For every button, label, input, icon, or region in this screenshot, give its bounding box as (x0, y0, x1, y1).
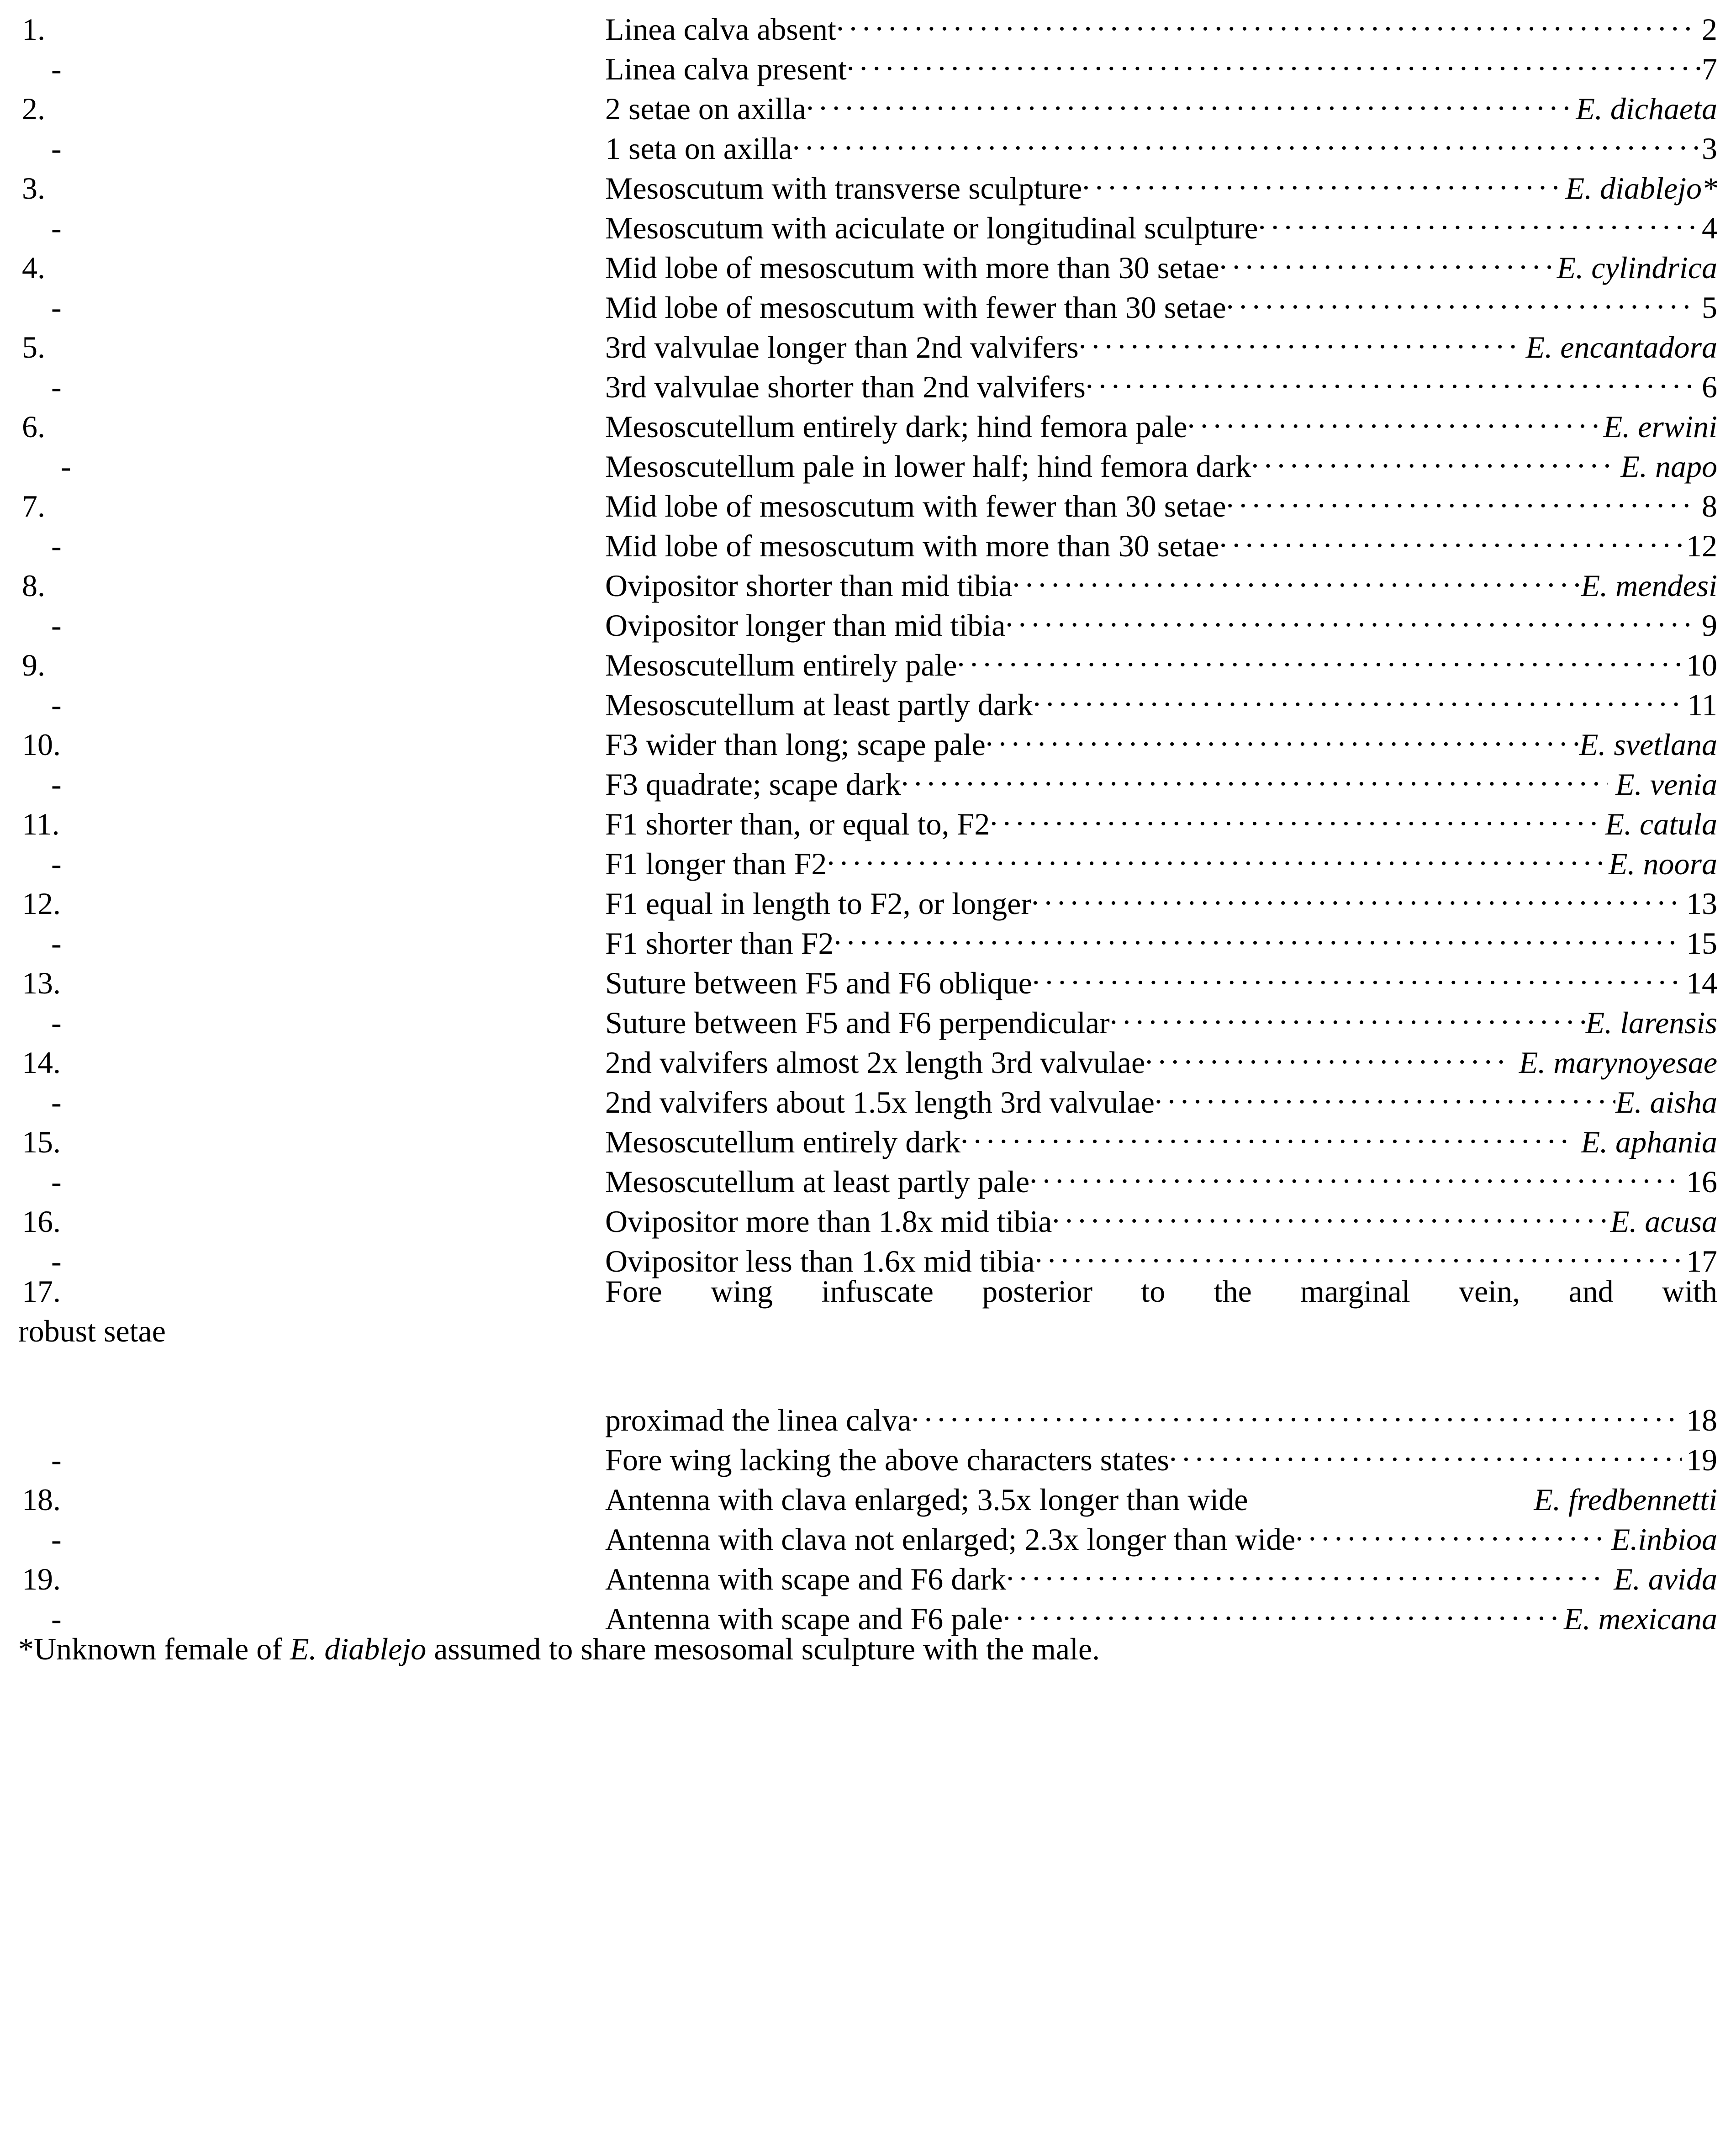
dot-leader (1082, 159, 1558, 199)
key-couplet-line (0, 715, 1736, 762)
dot-leader (957, 636, 1682, 676)
key-couplet-line (0, 358, 1736, 404)
key-couplet-line (0, 199, 1736, 245)
couplet-statement: F1 shorter than F2 (605, 926, 834, 961)
dot-leader (1248, 1470, 1534, 1510)
couplet-statement: F3 quadrate; scape dark (605, 767, 901, 802)
key-couplet-line (0, 79, 1736, 126)
couplet-body (605, 1272, 1736, 1311)
dot-leader (1187, 397, 1604, 437)
dot-leader (901, 755, 1609, 795)
couplet-statement: Mesoscutellum pale in lower half; hind femora dark (605, 449, 1251, 484)
couplet-statement: 1 seta on axilla (605, 131, 792, 166)
couplet-dash: - (51, 52, 62, 86)
couplet-statement-continuation: robust setae (18, 1314, 166, 1348)
couplet-statement: Antenna with clava not enlarged; 2.3x longer than wide (605, 1522, 1296, 1557)
couplet-statement: Ovipositor longer than mid tibia (605, 608, 1006, 643)
couplet-statement: Mesoscutum with aciculate or longitudinal sculpture (605, 211, 1258, 245)
key-couplet-line (0, 1470, 1736, 1517)
couplet-statement: 2nd valvifers about 1.5x length 3rd valvulae (605, 1085, 1155, 1120)
couplet-species-result: E. catula (1605, 807, 1717, 841)
couplet-next-step: 6 (1702, 370, 1717, 404)
dot-leader (792, 119, 1702, 159)
couplet-number: 6. (22, 409, 45, 444)
key-couplet-line (0, 636, 1736, 682)
couplet-statement: 3rd valvulae longer than 2nd valvifers (605, 330, 1079, 364)
couplet-statement: 2 setae on axilla (605, 91, 806, 126)
key-couplet-line (0, 318, 1736, 364)
dot-leader (836, 0, 1697, 40)
footnote (0, 1629, 1736, 1669)
couplet-number: 9. (22, 648, 45, 682)
couplet-number: 4. (22, 250, 45, 285)
couplet-species-result: E. erwini (1603, 409, 1717, 444)
key-couplet-line (0, 119, 1736, 166)
couplet-statement: Linea calva present (605, 52, 847, 86)
couplet-statement: F1 shorter than, or equal to, F2 (605, 807, 990, 841)
dot-leader (1086, 358, 1697, 397)
couplet-statement: Suture between F5 and F6 perpendicular (605, 1005, 1110, 1040)
dot-leader (1079, 318, 1519, 358)
dot-leader (1005, 596, 1697, 636)
couplet-statement: Ovipositor less than 1.6x mid tibia (605, 1244, 1035, 1278)
couplet-next-step: 19 (1686, 1442, 1717, 1477)
couplet-dash: - (51, 1164, 62, 1199)
key-couplet-line (0, 159, 1736, 206)
couplet-dash: - (51, 290, 62, 325)
dot-leader (1031, 874, 1682, 914)
dot-leader (1052, 1192, 1610, 1232)
couplet-species-result: E. venia (1615, 767, 1717, 802)
key-couplet-line (0, 1232, 1736, 1278)
key-couplet-line (0, 835, 1736, 881)
key-couplet-line (0, 755, 1736, 802)
key-couplet-line (0, 477, 1736, 523)
dot-leader (1012, 556, 1581, 596)
couplet-next-step: 10 (1686, 648, 1717, 682)
couplet-number: 7. (22, 489, 45, 523)
couplet-statement: Fore wing lacking the above characters states (605, 1442, 1169, 1477)
couplet-number: 14. (22, 1045, 61, 1080)
couplet-next-step: 11 (1687, 687, 1717, 722)
couplet-species-result: E. encantadora (1525, 330, 1717, 364)
key-couplet-line (0, 517, 1736, 563)
couplet-dash: - (51, 1601, 62, 1636)
dot-leader (911, 1391, 1682, 1431)
key-couplet-line (0, 795, 1736, 841)
couplet-next-step: 2 (1702, 12, 1717, 47)
couplet-species-result: E.inbioa (1611, 1522, 1717, 1557)
couplet-statement: Fore wing infuscate posterior to the marginal vein, and with (605, 1274, 1717, 1309)
key-couplet-line (0, 596, 1736, 643)
couplet-dash: - (51, 1522, 62, 1557)
couplet-species-result: E. mexicana (1563, 1601, 1717, 1636)
couplet-next-step: 5 (1702, 290, 1717, 325)
couplet-statement: F1 longer than F2 (605, 846, 827, 881)
couplet-next-step: 8 (1702, 489, 1717, 523)
dot-leader (1219, 517, 1682, 556)
couplet-statement: proximad the linea calva (605, 1403, 912, 1437)
key-couplet-line (0, 1033, 1736, 1080)
dot-leader (1251, 437, 1613, 477)
dot-leader (1145, 1033, 1512, 1073)
dot-leader (990, 795, 1598, 835)
footnote-suffix: assumed to share mesosomal sculpture with the male. (426, 1632, 1100, 1666)
key-couplet-line-17-alt (0, 1431, 1736, 1477)
dot-leader (1035, 1232, 1682, 1272)
couplet-statement: Antenna with clava enlarged; 3.5x longer than wide (605, 1482, 1248, 1517)
couplet-statement: Linea calva absent (605, 12, 836, 47)
dot-leader (1029, 1152, 1682, 1192)
couplet-dash: - (51, 1244, 62, 1278)
key-couplet-line (0, 556, 1736, 603)
key-couplet-line-17 (0, 1272, 1736, 1311)
key-couplet-line (0, 993, 1736, 1040)
couplet-number: 5. (22, 330, 45, 364)
couplet-number: 11. (22, 807, 60, 841)
couplet-statement: Antenna with scape and F6 pale (605, 1601, 1003, 1636)
couplet-statement: F1 equal in length to F2, or longer (605, 886, 1032, 921)
key-couplet-line (0, 874, 1736, 921)
couplet-next-step: 18 (1686, 1403, 1717, 1437)
dot-leader (1110, 993, 1586, 1033)
couplet-species-result: E. larensis (1585, 1005, 1717, 1040)
couplet-dash: - (51, 211, 62, 245)
couplet-statement: Suture between F5 and F6 oblique (605, 966, 1032, 1000)
couplet-species-result: E. cylindrica (1557, 250, 1717, 285)
couplet-next-step: 7 (1702, 52, 1717, 86)
couplet-statement: Mid lobe of mesoscutum with fewer than 30 setae (605, 489, 1226, 523)
dot-leader (1226, 477, 1697, 517)
couplet-next-step: 15 (1686, 926, 1717, 961)
couplet-number: 17. (22, 1274, 61, 1309)
couplet-statement: Antenna with scape and F6 dark (605, 1562, 1007, 1596)
couplet-number: 18. (22, 1482, 61, 1517)
couplet-species-result: E. aphania (1581, 1125, 1717, 1159)
dot-leader (986, 715, 1579, 755)
key-couplet-line (0, 397, 1736, 444)
dot-leader (1226, 278, 1697, 318)
couplet-species-result: E. aisha (1615, 1085, 1717, 1120)
dot-leader (1003, 1590, 1564, 1629)
couplet-number: 1. (22, 12, 45, 47)
couplet-number: 10. (22, 727, 61, 762)
dot-leader (1155, 1073, 1615, 1113)
dot-leader (1295, 1510, 1606, 1550)
dot-leader (1219, 238, 1557, 278)
dot-leader (827, 835, 1609, 874)
couplet-dash: - (51, 1005, 62, 1040)
couplet-species-result: E. marynoyesae (1519, 1045, 1717, 1080)
couplet-dash: - (51, 687, 62, 722)
couplet-dash: - (51, 846, 62, 881)
couplet-dash: - (51, 1442, 62, 1477)
couplet-species-result: E. diablejo* (1565, 171, 1717, 206)
couplet-statement: F3 wider than long; scape pale (605, 727, 986, 762)
couplet-next-step: 13 (1686, 886, 1717, 921)
dot-leader (1258, 199, 1697, 238)
key-couplet-line (0, 1152, 1736, 1199)
couplet-species-result: E. dichaeta (1576, 91, 1717, 126)
couplet-dash: - (51, 1085, 62, 1120)
footnote-species: E. diablejo (290, 1632, 427, 1666)
key-couplet-line (0, 1113, 1736, 1159)
couplet-statement: Mesoscutellum entirely dark; hind femora pale (605, 409, 1187, 444)
couplet-statement: Mid lobe of mesoscutum with more than 30 setae (605, 250, 1219, 285)
couplet-dash: - (51, 528, 62, 563)
dot-leader (1006, 1550, 1606, 1590)
couplet-dash: - (51, 131, 62, 166)
couplet-next-step: 17 (1686, 1244, 1717, 1278)
couplet-statement: Mesoscutum with transverse sculpture (605, 171, 1082, 206)
couplet-number: 13. (22, 966, 61, 1000)
key-couplet-line-17-continued (0, 1391, 1736, 1437)
couplet-species-result: E. acusa (1610, 1204, 1717, 1239)
couplet-next-step: 12 (1686, 528, 1717, 563)
dot-leader (1033, 676, 1683, 715)
couplet-number: 12. (22, 886, 61, 921)
couplet-statement: Mesoscutellum entirely dark (605, 1125, 961, 1159)
couplet-species-result: E. svetlana (1579, 727, 1717, 762)
key-couplet-line (0, 1550, 1736, 1596)
couplet-statement: Mesoscutellum at least partly pale (605, 1164, 1030, 1199)
couplet-next-step: 16 (1686, 1164, 1717, 1199)
key-couplet-line (0, 676, 1736, 722)
key-couplet-line (0, 914, 1736, 961)
dot-leader (960, 1113, 1574, 1152)
key-couplet-line (0, 437, 1736, 484)
key-couplet-line (0, 1590, 1736, 1636)
couplet-species-result: E. mendesi (1581, 568, 1717, 603)
couplet-statement: Ovipositor more than 1.8x mid tibia (605, 1204, 1052, 1239)
couplet-species-result: E. napo (1620, 449, 1717, 484)
couplet-next-step: 14 (1686, 966, 1717, 1000)
couplet-number: 3. (22, 171, 45, 206)
couplet-dash: - (61, 449, 71, 484)
couplet-species-result: E. fredbennetti (1534, 1482, 1717, 1517)
footnote-prefix: *Unknown female of (18, 1632, 290, 1666)
couplet-species-result: E. noora (1609, 846, 1717, 881)
key-couplet-line (0, 954, 1736, 1000)
couplet-dash: - (51, 767, 62, 802)
key-couplet-line (0, 1073, 1736, 1120)
key-couplet-line (0, 0, 1736, 47)
couplet-statement: Mid lobe of mesoscutum with fewer than 30 setae (605, 290, 1226, 325)
couplet-statement: Ovipositor shorter than mid tibia (605, 568, 1013, 603)
couplet-dash: - (51, 926, 62, 961)
key-couplet-line (0, 278, 1736, 325)
couplet-species-result: E. avida (1614, 1562, 1717, 1596)
couplet-statement: Mesoscutellum entirely pale (605, 648, 957, 682)
couplet-next-step: 9 (1702, 608, 1717, 643)
dot-leader (834, 914, 1682, 954)
couplet-number: 8. (22, 568, 45, 603)
couplet-dash: - (51, 370, 62, 404)
couplet-statement: Mid lobe of mesoscutum with more than 30 setae (605, 528, 1219, 563)
key-couplet-line (0, 1510, 1736, 1557)
blank-spacer (0, 1351, 1736, 1391)
couplet-number: 2. (22, 91, 45, 126)
key-couplet-line (0, 1192, 1736, 1239)
key-couplet-line (0, 40, 1736, 86)
key-couplet-line (0, 238, 1736, 285)
couplet-next-step: 4 (1702, 211, 1717, 245)
couplet-statement: 2nd valvifers almost 2x length 3rd valvulae (605, 1045, 1145, 1080)
couplet-statement: Mesoscutellum at least partly dark (605, 687, 1033, 722)
couplet-dash: - (51, 608, 62, 643)
couplet-number: 15. (22, 1125, 61, 1159)
dot-leader (1169, 1431, 1682, 1470)
dot-leader (847, 40, 1702, 79)
couplet-next-step: 3 (1702, 131, 1717, 166)
dot-leader (1032, 954, 1682, 993)
dot-leader (806, 79, 1576, 119)
couplet-statement: 3rd valvulae shorter than 2nd valvifers (605, 370, 1086, 404)
couplet-number: 19. (22, 1562, 61, 1596)
couplet-number: 16. (22, 1204, 61, 1239)
